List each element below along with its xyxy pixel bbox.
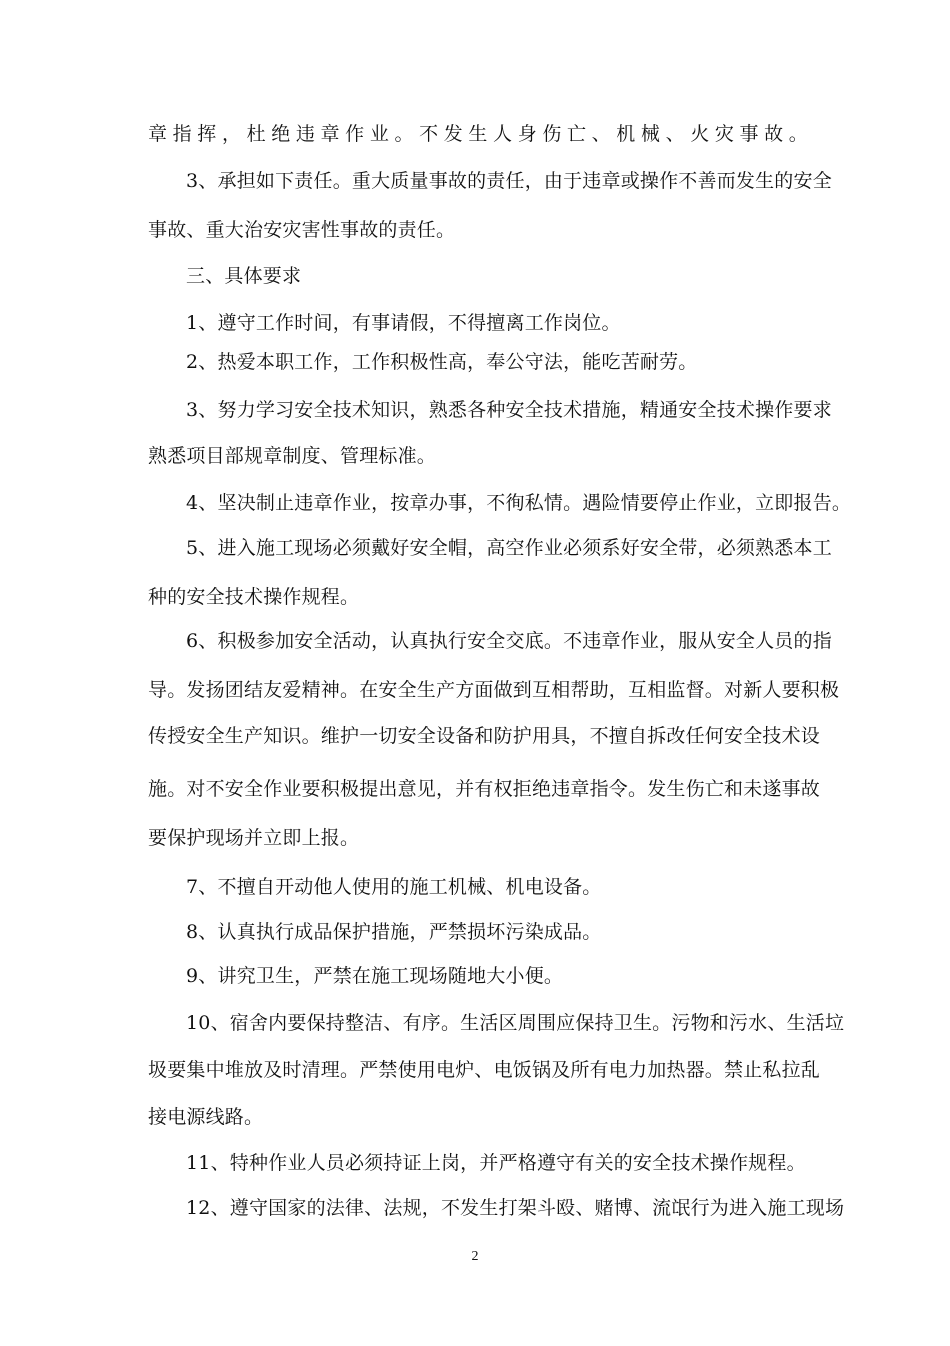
section-heading: 三、具体要求	[186, 265, 302, 287]
text-line: 接电源线路。	[148, 1106, 264, 1128]
text-line: 12、遵守国家的法律、法规，不发生打架斗殴、赌博、流氓行为进入施工现场	[186, 1197, 845, 1219]
text-line: 11、特种作业人员必须持证上岗，并严格遵守有关的安全技术操作规程。	[186, 1152, 806, 1174]
text-line: 1、遵守工作时间，有事请假，不得擅离工作岗位。	[186, 312, 621, 334]
text-line: 种的安全技术操作规程。	[148, 586, 360, 608]
text-line: 9、讲究卫生，严禁在施工现场随地大小便。	[186, 965, 564, 987]
text-line: 7、不擅自开动他人使用的施工机械、机电设备。	[186, 876, 602, 898]
text-line: 10、宿舍内要保持整洁、有序。生活区周围应保持卫生。污物和污水、生活垃	[186, 1012, 845, 1034]
text-line: 圾要集中堆放及时清理。严禁使用电炉、电饭锅及所有电力加热器。禁止私拉乱	[148, 1059, 821, 1081]
text-line: 事故、重大治安灾害性事故的责任。	[148, 219, 456, 241]
text-line: 3、努力学习安全技术知识，熟悉各种安全技术措施，精通安全技术操作要求	[186, 399, 832, 421]
text-line: 8、认真执行成品保护措施，严禁损坏污染成品。	[186, 921, 602, 943]
text-line: 熟悉项目部规章制度、管理标准。	[148, 445, 437, 467]
text-line: 5、进入施工现场必须戴好安全帽，高空作业必须系好安全带，必须熟悉本工	[186, 537, 832, 559]
text-line: 传授安全生产知识。维护一切安全设备和防护用具，不擅自拆改任何安全技术设	[148, 725, 821, 747]
text-line: 导。发扬团结友爱精神。在安全生产方面做到互相帮助，互相监督。对新人要积极	[148, 679, 840, 701]
text-line: 3、承担如下责任。重大质量事故的责任，由于违章或操作不善而发生的安全	[186, 170, 832, 192]
text-line: 4、坚决制止违章作业，按章办事，不徇私情。遇险情要停止作业，立即报告。	[186, 492, 852, 514]
text-line: 2、热爱本职工作，工作积极性高，奉公守法，能吃苦耐劳。	[186, 351, 698, 373]
text-line: 施。对不安全作业要积极提出意见，并有权拒绝违章指令。发生伤亡和未遂事故	[148, 778, 821, 800]
text-line: 要保护现场并立即上报。	[148, 827, 360, 849]
text-line: 章指挥，杜绝违章作业。不发生人身伤亡、机械、火灾事故。	[148, 123, 808, 145]
text-line: 6、积极参加安全活动，认真执行安全交底。不违章作业，服从安全人员的指	[186, 630, 832, 652]
page-number: 2	[471, 1249, 479, 1264]
